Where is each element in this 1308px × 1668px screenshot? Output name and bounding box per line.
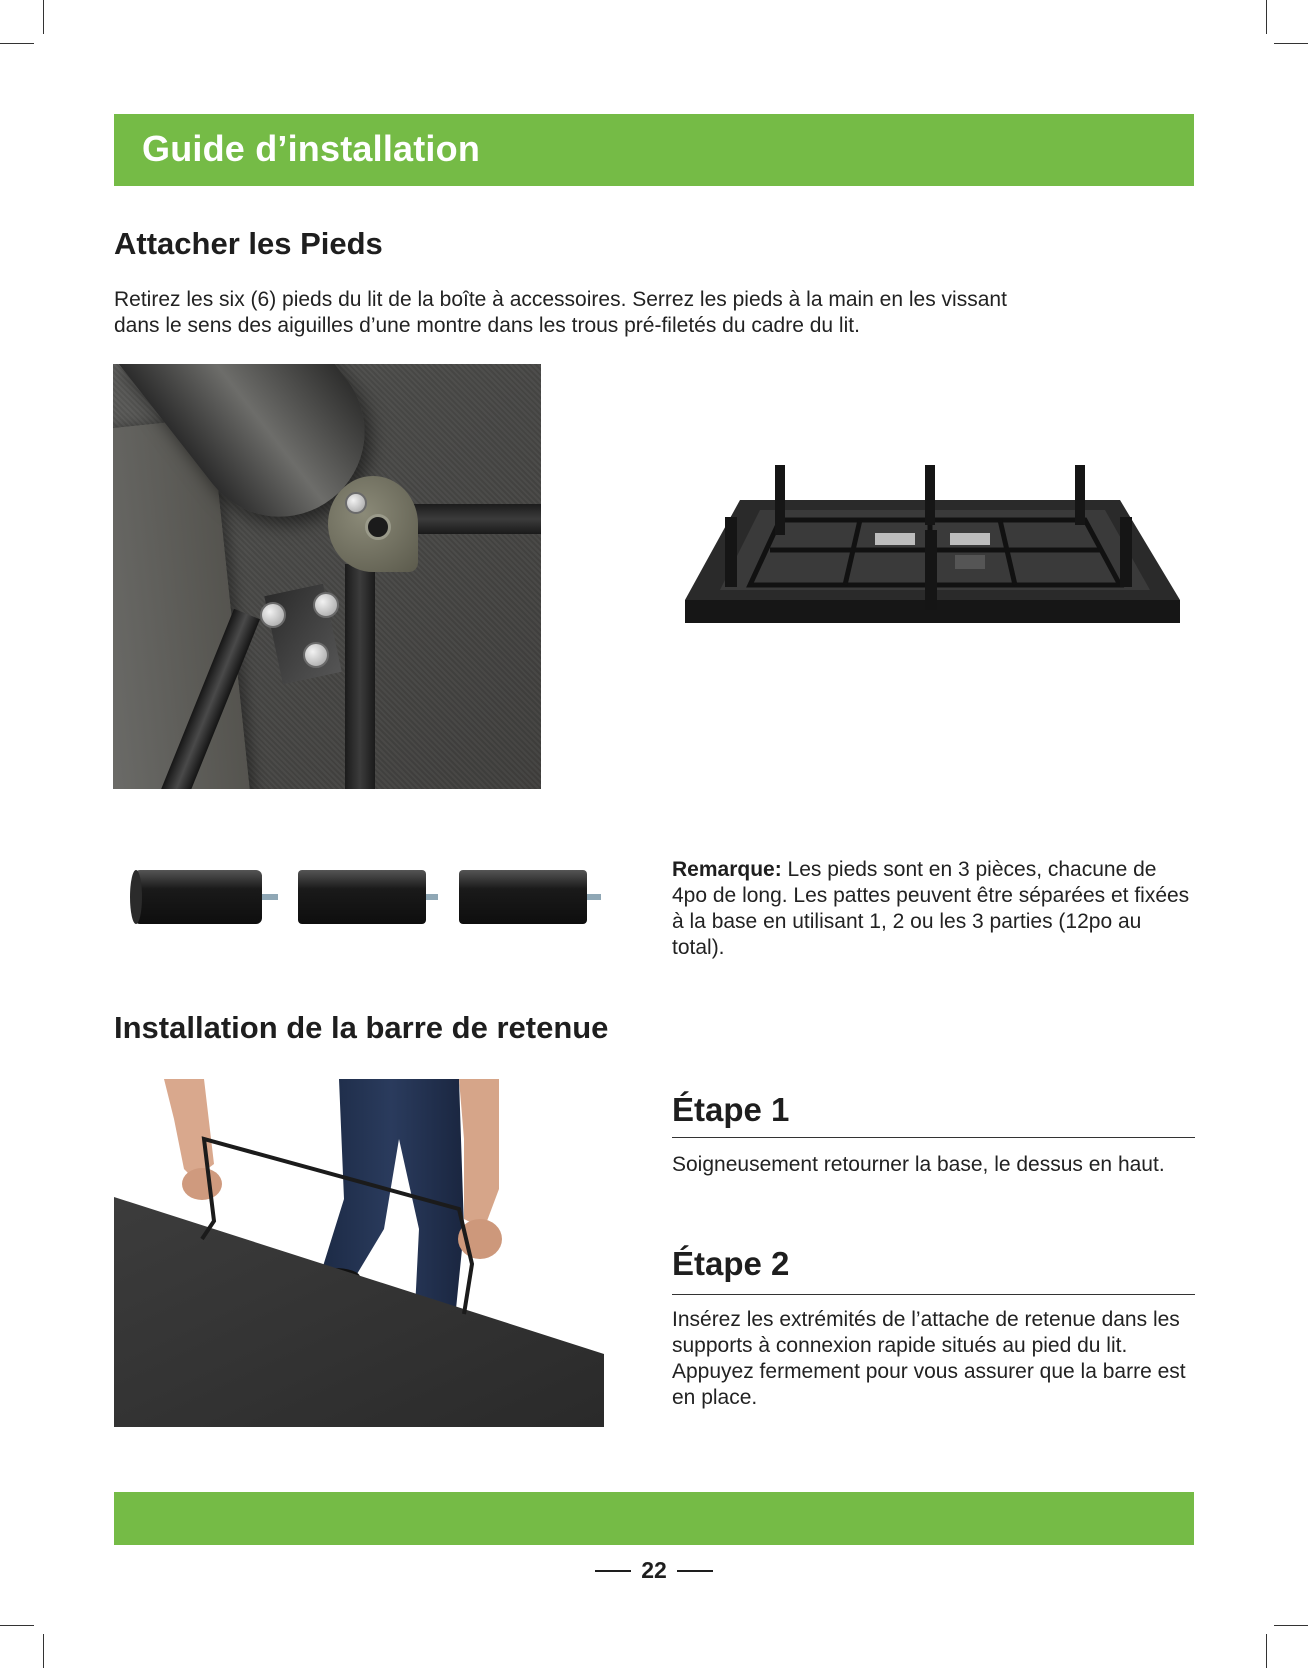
step-1-title: Étape 1 [672, 1091, 790, 1128]
note-label: Remarque: [672, 858, 782, 881]
step-2-text: Insérez les extrémités de l’attache de retenue dans les supports à connexion rapide situés au pied du lit. Appuyez fermement pour vous assurer que la barre est en place. [672, 1308, 1186, 1409]
step-1-divider [672, 1137, 1195, 1138]
bed-base-photo [680, 455, 1185, 645]
legs-note [672, 857, 1197, 961]
leg-attachment-photo [113, 364, 541, 789]
page-number-area [0, 1557, 1308, 1587]
crop-mark [1266, 0, 1267, 34]
crop-mark [1274, 43, 1308, 44]
legs-intro-paragraph [114, 287, 1114, 339]
legs-intro-line: Retirez les six (6) pieds du lit de la boîte à accessoires. Serrez les pieds à la main en les vissant [114, 288, 1007, 311]
crop-mark [43, 1634, 44, 1668]
section-heading-legs: Attacher les Pieds [114, 226, 383, 261]
legs-intro-line: dans le sens des aiguilles d’une montre dans les trous pré-filetés du cadre du lit. [114, 314, 860, 337]
footer-banner [114, 1492, 1194, 1545]
page-title: Guide d’installation [142, 128, 481, 169]
retainer-bar-photo [114, 1079, 604, 1427]
crop-mark [43, 0, 44, 34]
step-2-title: Étape 2 [672, 1245, 790, 1282]
page-number: 22 [641, 1557, 667, 1583]
page-number-rule [595, 1570, 631, 1572]
crop-mark [1274, 1625, 1308, 1626]
leg-pieces-photo [126, 862, 606, 932]
section-heading-retainer-bar: Installation de la barre de retenue [114, 1010, 609, 1045]
step-1-text: Soigneusement retourner la base, le dessus en haut. [672, 1153, 1165, 1176]
crop-mark [0, 43, 34, 44]
crop-mark [1266, 1634, 1267, 1668]
page-number-rule [677, 1570, 713, 1572]
step-2-divider [672, 1294, 1195, 1295]
note-text: Les pieds sont en 3 pièces, chacune de 4po de long. Les pattes peuvent être séparées et fixées à la base en utilisant 1, 2 ou les 3 parties (12po au total). [672, 858, 1190, 959]
header-banner [114, 114, 1194, 186]
crop-mark [0, 1625, 34, 1626]
